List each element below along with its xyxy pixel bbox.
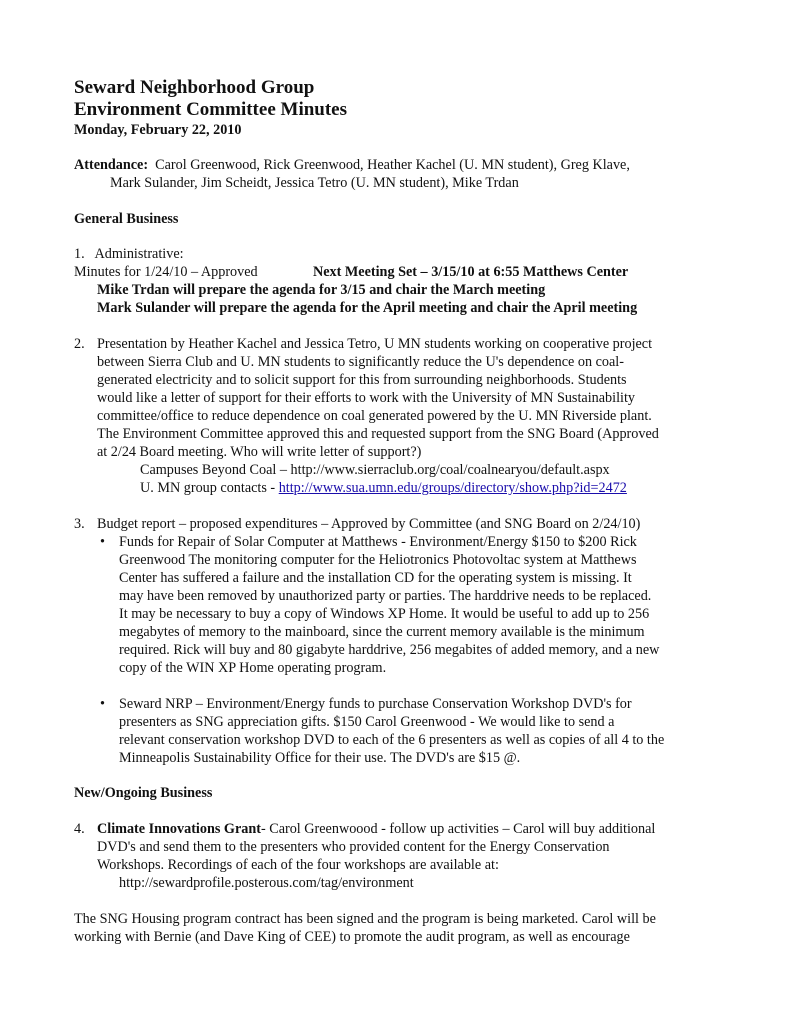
org-title: Seward Neighborhood Group (74, 77, 315, 98)
item2-line: committee/office to reduce dependence on coal generated powered by the U. MN Riverside plant. (97, 408, 652, 424)
item4-line: DVD's and send them to the presenters who provided content for the Energy Conservation (97, 839, 610, 855)
bullet-1: • (100, 534, 105, 550)
item4-url: http://sewardprofile.posterous.com/tag/environment (119, 875, 414, 891)
attendance-line-1 (74, 157, 630, 175)
bullet1-line: Center has suffered a failure and the installation CD for the operating system is missing. It (119, 570, 632, 586)
sulander-agenda: Mark Sulander will prepare the agenda for the April meeting and chair the April meeting (97, 300, 638, 316)
item4-number: 4. (74, 821, 85, 837)
housing-line: The SNG Housing program contract has been signed and the program is being marketed. Carol will be (74, 911, 656, 927)
meeting-date: Monday, February 22, 2010 (74, 122, 242, 138)
bullet2-line: presenters as SNG appreciation gifts. $150 Carol Greenwood - We would like to send a (119, 714, 615, 730)
item4-title: Climate Innovations Grant (97, 821, 261, 837)
item1-heading (74, 246, 184, 264)
bullet1-line: Greenwood The monitoring computer for the Heliotronics Photovoltac system at Matthews (119, 552, 637, 568)
item1-number: 1. (74, 246, 85, 262)
item2-line: The Environment Committee approved this and requested support from the SNG Board (Approved (97, 426, 659, 442)
attendance-names-2: Mark Sulander, Jim Scheidt, Jessica Tetro (U. MN student), Mike Trdan (110, 175, 519, 191)
bullet2-line: relevant conservation workshop DVD to each of the 6 presenters as well as copies of all 4 to the (119, 732, 665, 748)
item3-number: 3. (74, 516, 85, 532)
committee-title: Environment Committee Minutes (74, 99, 348, 120)
general-business-heading: General Business (74, 211, 179, 227)
housing-line: working with Bernie (and Dave King of CEE) to promote the audit program, as well as encourage (74, 929, 630, 945)
item1-title: Administrative: (94, 246, 184, 262)
attendance-label: Attendance: (74, 157, 149, 173)
item1-minutes: Minutes for 1/24/10 – Approved (74, 264, 258, 280)
item4-rest: - Carol Greenwoood - follow up activities – Carol will buy additional (260, 821, 656, 837)
bullet2-line: Seward NRP – Environment/Energy funds to purchase Conservation Workshop DVD's for (119, 696, 632, 712)
bullet-2: • (100, 696, 105, 712)
bullet2-line: Minneapolis Sustainability Office for their use. The DVD's are $15 @. (119, 750, 521, 766)
item3-title: Budget report – proposed expenditures – Approved by Committee (and SNG Board on 2/24/10) (97, 516, 641, 532)
bullet1-line: copy of the WIN XP Home operating program. (119, 660, 387, 676)
attendance-names-1: Carol Greenwood, Rick Greenwood, Heather Kachel (U. MN student), Greg Klave, (155, 157, 630, 173)
bullet1-line: required. Rick will buy and 80 gigabyte harddrive, 256 megabites of added memory, and a new (119, 642, 660, 658)
new-business-heading: New/Ongoing Business (74, 785, 213, 801)
campuses-beyond-coal: Campuses Beyond Coal – http://www.sierraclub.org/coal/coalnearyou/default.aspx (140, 462, 610, 478)
next-meeting: Next Meeting Set – 3/15/10 at 6:55 Matthews Center (313, 264, 629, 280)
item2-line: at 2/24 Board meeting. Who will write letter of support?) (97, 444, 422, 460)
bullet1-line: may have been removed by unauthorized party or parties. The harddrive needs to be replaced. (119, 588, 652, 604)
item2-line: would like a letter of support for their efforts to work with the University of MN Sustainability (97, 390, 635, 406)
umn-contacts (140, 480, 627, 498)
bullet1-line: megabytes of memory to the mainboard, since the current memory available is the minimum (119, 624, 645, 640)
item2-number: 2. (74, 336, 85, 352)
trdan-agenda: Mike Trdan will prepare the agenda for 3/15 and chair the March meeting (97, 282, 546, 298)
item2-line: generated electricity and to solicit support for this from surrounding neighborhoods. Students (97, 372, 627, 388)
item2-line: between Sierra Club and U. MN students to significantly reduce the U's dependence on coal- (97, 354, 624, 370)
item4-line: Workshops. Recordings of each of the four workshops are available at: (97, 857, 499, 873)
umn-contacts-label: U. MN group contacts - (140, 480, 279, 496)
bullet1-line: It may be necessary to buy a copy of Windows XP Home. It would be useful to add up to 256 (119, 606, 650, 622)
item2-line: Presentation by Heather Kachel and Jessica Tetro, U MN students working on cooperative project (97, 336, 653, 352)
bullet1-line: Funds for Repair of Solar Computer at Matthews - Environment/Energy $150 to $200 Rick (119, 534, 637, 550)
item4-first-line (97, 821, 655, 839)
umn-directory-link[interactable]: http://www.sua.umn.edu/groups/directory/show.php?id=2472 (278, 480, 627, 496)
